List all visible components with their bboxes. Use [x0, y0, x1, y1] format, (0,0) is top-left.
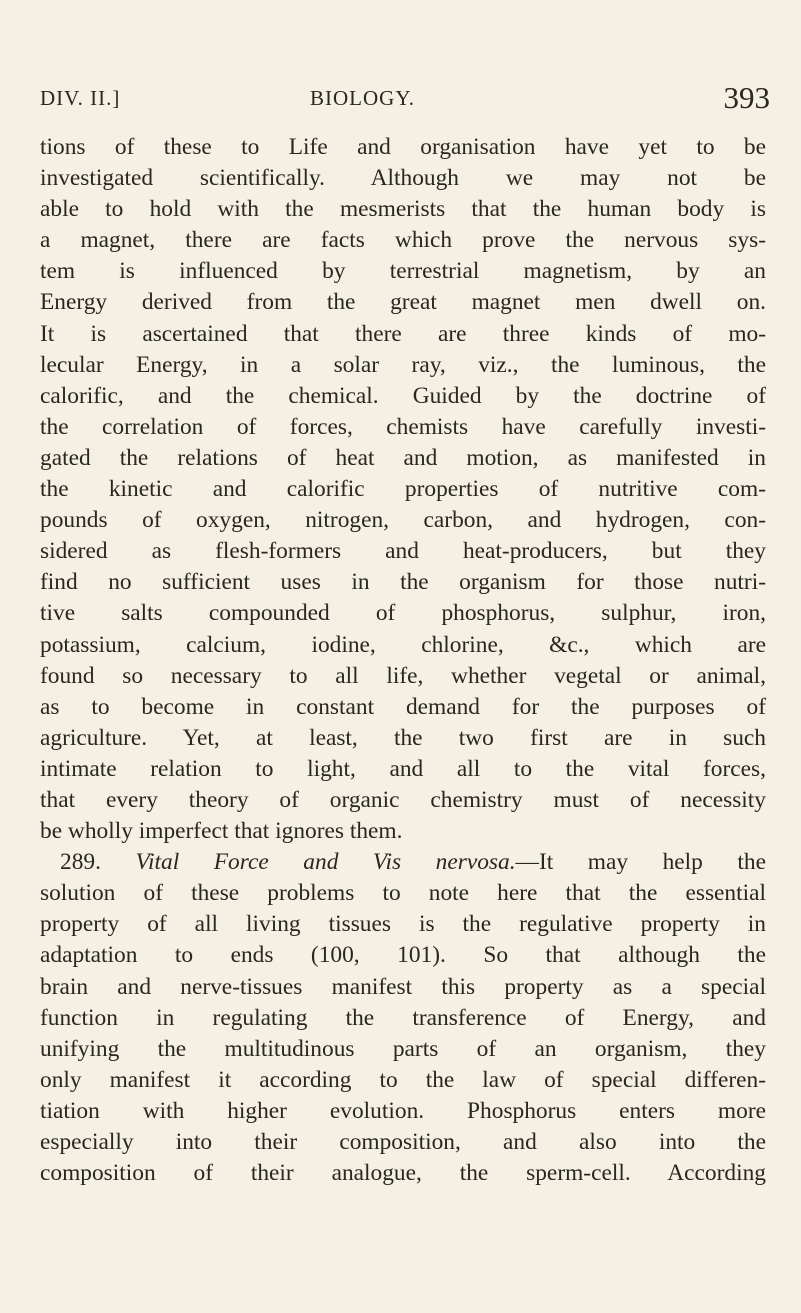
section-heading-line — [40, 847, 766, 878]
section-number: 289. — [60, 849, 101, 876]
text-line: find no sufficient uses in the organism for those nutri- — [40, 569, 766, 596]
text-line: a magnet, there are facts which prove the nervous sys- — [40, 227, 766, 254]
text-line: brain and nerve-tissues manifest this property as a special — [40, 973, 766, 1000]
text-line: be wholly imperfect that ignores them. — [40, 818, 403, 845]
text-line: solution of these problems to note here that the essential — [40, 880, 766, 907]
section-heading: Vital Force and Vis nervosa. — [135, 849, 516, 876]
text-line: It is ascertained that there are three kinds of mo- — [40, 320, 766, 347]
running-title: BIOLOGY. — [310, 86, 416, 110]
text-line: calorific, and the chemical. Guided by the doctrine of — [40, 382, 766, 409]
text-line: gated the relations of heat and motion, as manifested in — [40, 444, 766, 471]
text-line: the kinetic and calorific properties of nutritive com- — [40, 476, 766, 503]
heading-continuation: —It may help the — [515, 849, 766, 876]
text-line: as to become in constant demand for the purposes of — [40, 693, 766, 720]
paragraph-2 — [40, 847, 766, 1189]
text-line: potassium, calcium, iodine, chlorine, &c., which are — [40, 631, 766, 658]
text-line: able to hold with the mesmerists that the human body is — [40, 196, 766, 223]
text-line: investigated scientifically. Although we may not be — [40, 165, 766, 192]
text-line: found so necessary to all life, whether vegetal or animal, — [40, 662, 766, 689]
text-line: property of all living tissues is the regulative property in — [40, 911, 766, 938]
text-line: composition of their analogue, the sperm-cell. According — [40, 1160, 766, 1187]
text-line: unifying the multitudinous parts of an organism, they — [40, 1035, 766, 1062]
text-line: pounds of oxygen, nitrogen, carbon, and hydrogen, con- — [40, 507, 766, 534]
text-line: especially into their composition, and also into the — [40, 1129, 766, 1155]
text-line: only manifest it according to the law of special differen- — [40, 1066, 766, 1093]
text-line: the correlation of forces, chemists have carefully investi- — [40, 413, 766, 440]
text-line: lecular Energy, in a solar ray, viz., the luminous, the — [40, 351, 766, 378]
text-line: intimate relation to light, and all to the vital forces, — [40, 755, 766, 782]
text-line: sidered as flesh-formers and heat-producers, but they — [40, 538, 766, 565]
running-head — [40, 80, 770, 120]
section-marker: DIV. II.] — [40, 86, 121, 110]
text-line: tive salts compounded of phosphorus, sulphur, iron, — [40, 600, 766, 627]
text-line: agriculture. Yet, at least, the two first are in such — [40, 724, 766, 751]
text-line: Energy derived from the great magnet men dwell on. — [40, 289, 766, 316]
page-body — [40, 132, 766, 1189]
text-line: function in regulating the transference of Energy, and — [40, 1004, 766, 1031]
text-line: tiation with higher evolution. Phosphorus enters more — [40, 1097, 766, 1124]
text-line: adaptation to ends (100, 101). So that although the — [40, 942, 766, 969]
text-line: tions of these to Life and organisation have yet to be — [40, 134, 766, 160]
page-number: 393 — [723, 80, 770, 115]
text-line: tem is influenced by terrestrial magnetism, by an — [40, 258, 766, 285]
paragraph-1 — [40, 132, 766, 847]
text-line: that every theory of organic chemistry must of necessity — [40, 786, 766, 813]
